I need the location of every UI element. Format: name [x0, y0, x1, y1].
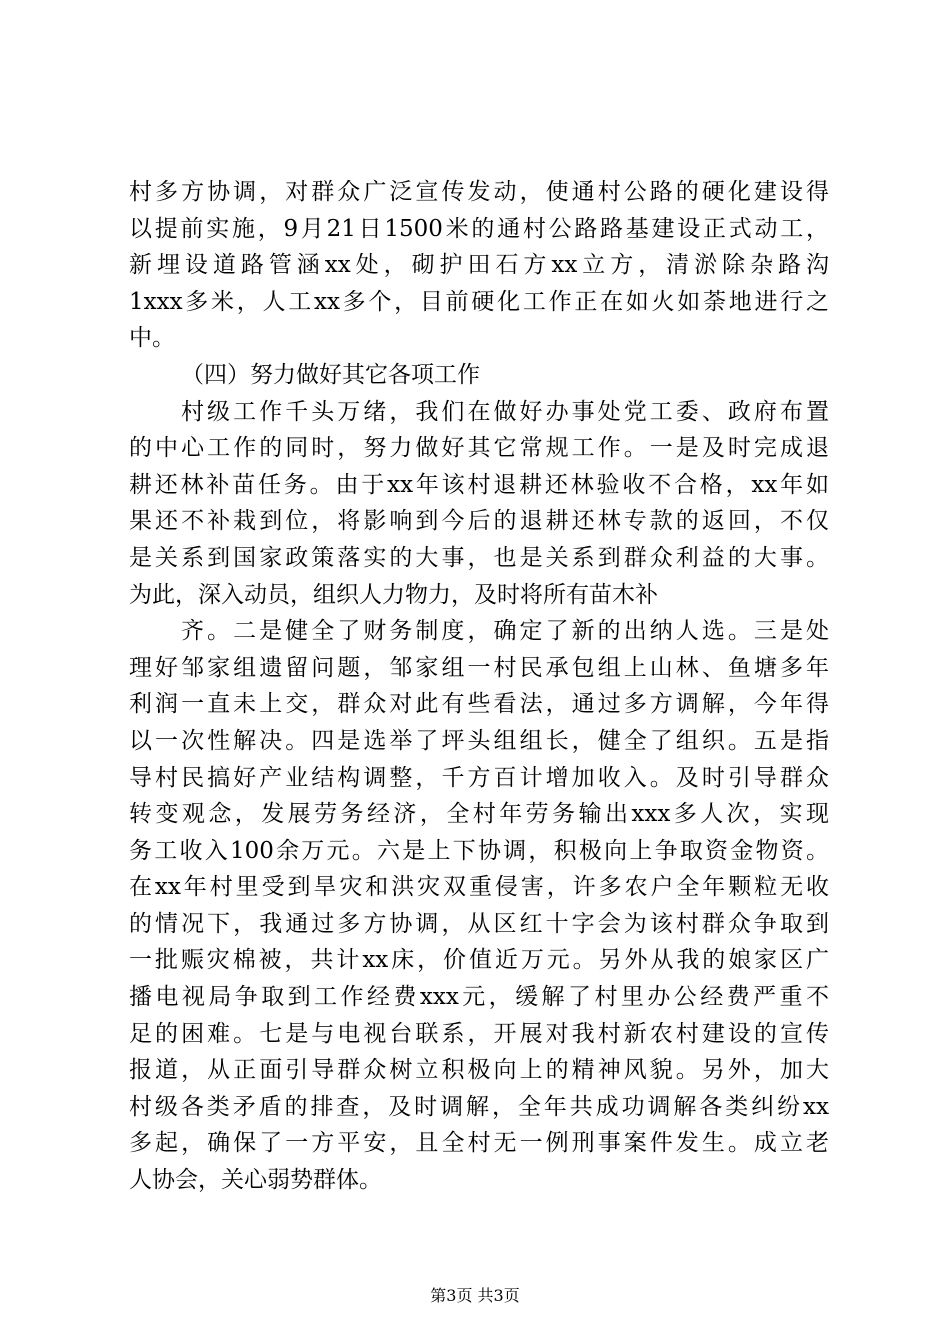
text-line: 理好邹家组遗留问题，邹家组一村民承包组上山林、鱼塘多年 — [129, 654, 829, 681]
text-line: 为此，深入动员，组织人力物力，及时将所有苗木补 — [129, 581, 658, 608]
text-line: 在xx年村里受到旱灾和洪灾双重侵害，许多农户全年颗粒无收 — [129, 874, 829, 901]
text-line: 的中心工作的同时，努力做好其它常规工作。一是及时完成退 — [129, 435, 829, 462]
text-line: 报道，从正面引导群众树立积极向上的精神风貌。另外，加大 — [129, 1057, 829, 1084]
section-heading: （四）努力做好其它各项工作 — [181, 361, 480, 388]
text-line: 多起，确保了一方平安，且全村无一例刑事案件发生。成立老 — [129, 1130, 829, 1157]
text-line: 导村民搞好产业结构调整，千方百计增加收入。及时引导群众 — [129, 764, 829, 791]
text-line: 是关系到国家政策落实的大事，也是关系到群众利益的大事。 — [129, 544, 829, 571]
text-line: 一批赈灾棉被，共计xx床，价值近万元。另外从我的娘家区广 — [129, 947, 829, 974]
text-line: 村级工作千头万绪，我们在做好办事处党工委、政府布置 — [181, 398, 829, 425]
text-line: 以提前实施，9月21日1500米的通村公路路基建设正式动工， — [129, 215, 829, 242]
page-number-footer: 第3页 共3页 — [430, 1286, 520, 1305]
body-text — [129, 174, 829, 1199]
text-line: 人协会，关心弱势群体。 — [129, 1167, 382, 1194]
text-line: 村多方协调，对群众广泛宣传发动，使通村公路的硬化建设得 — [129, 179, 829, 205]
text-line: 播电视局争取到工作经费xxx元，缓解了村里办公经费严重不 — [129, 984, 829, 1011]
text-line: 耕还林补苗任务。由于xx年该村退耕还林验收不合格，xx年如 — [129, 471, 829, 498]
text-line: 的情况下，我通过多方协调，从区红十字会为该村群众争取到 — [129, 910, 829, 937]
text-line: 足的困难。七是与电视台联系，开展对我村新农村建设的宣传 — [129, 1020, 829, 1047]
text-line: 新埋设道路管涵xx处，砌护田石方xx立方，清淤除杂路沟 — [129, 252, 829, 279]
text-line: 1xxx多米，人工xx多个，目前硬化工作正在如火如荼地进行之 — [129, 288, 829, 315]
text-line: 村级各类矛盾的排查，及时调解，全年共成功调解各类纠纷xx — [129, 1093, 829, 1120]
text-line: 果还不补栽到位，将影响到今后的退耕还林专款的返回，不仅 — [129, 508, 829, 535]
text-line: 务工收入100余万元。六是上下协调，积极向上争取资金物资。 — [129, 837, 829, 864]
text-line: 利润一直未上交，群众对此有些看法，通过多方调解，今年得 — [129, 691, 829, 718]
text-line: 以一次性解决。四是选举了坪头组组长，健全了组织。五是指 — [129, 727, 829, 754]
text-line: 转变观念，发展劳务经济，全村年劳务输出xxx多人次，实现 — [129, 801, 829, 828]
text-line: 中。 — [129, 325, 175, 352]
text-line: 齐。二是健全了财务制度，确定了新的出纳人选。三是处 — [181, 618, 829, 645]
